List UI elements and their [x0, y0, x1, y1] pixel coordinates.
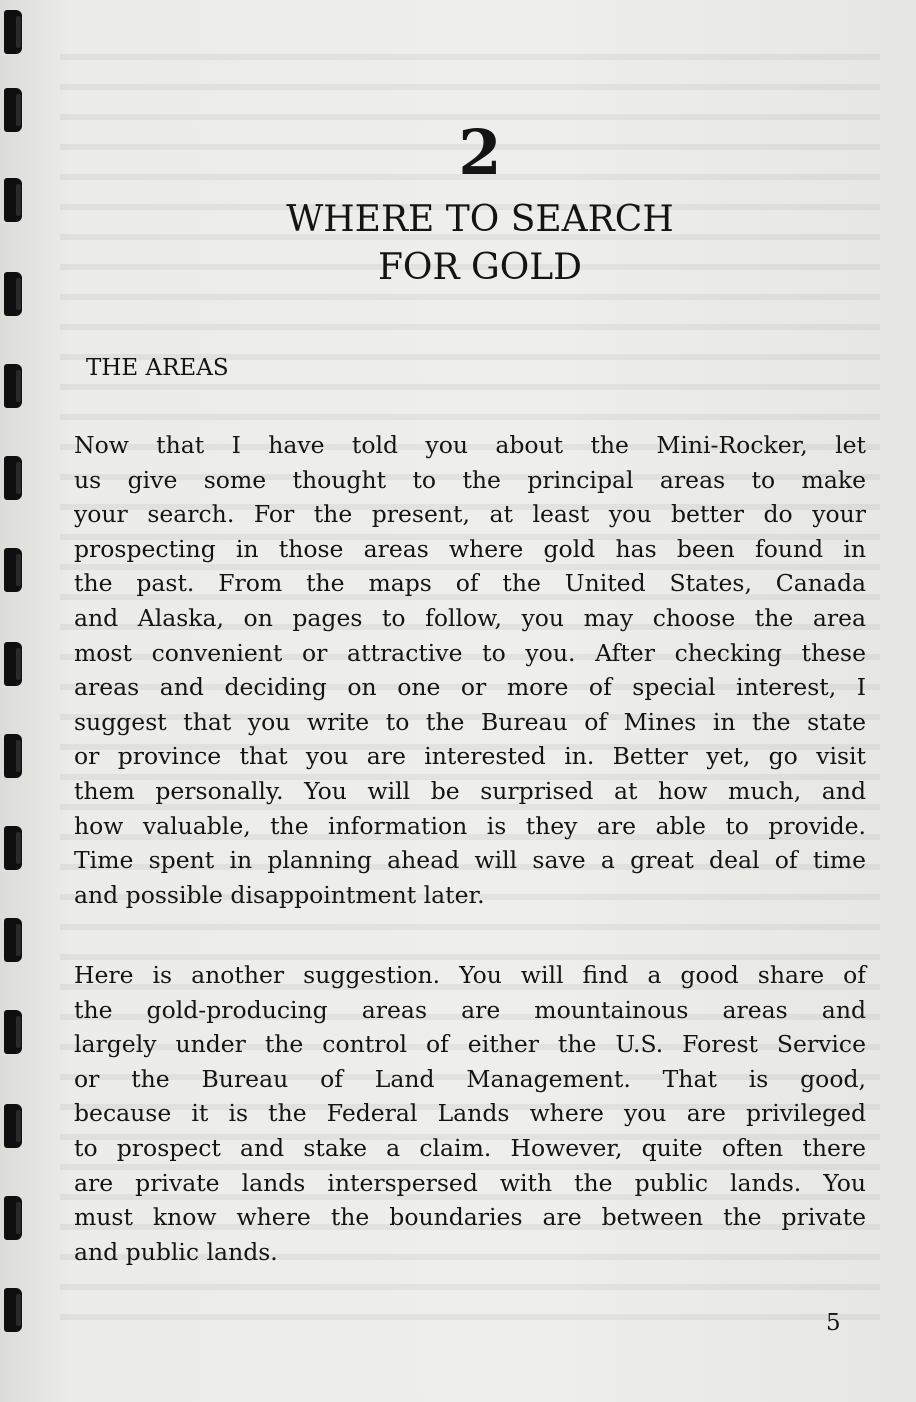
- text-line: Time spent in planning ahead will save a great deal of time: [74, 846, 866, 875]
- binding-coil: [4, 918, 22, 962]
- text-line: and possible disappointment later.: [74, 880, 485, 909]
- chapter-title-line: WHERE TO SEARCH: [286, 199, 674, 240]
- binding-coil: [4, 734, 22, 778]
- text-line: most convenient or attractive to you. After checking these: [74, 638, 866, 667]
- binding-coil: [4, 456, 22, 500]
- binding-coil: [4, 826, 22, 870]
- text-line: Now that I have told you about the Mini-Rocker, let: [74, 431, 866, 459]
- text-line: the past. From the maps of the United States, Canada: [74, 569, 866, 598]
- text-line: to prospect and stake a claim. However, quite often there: [74, 1133, 866, 1162]
- body-paragraph: [74, 428, 866, 912]
- text-line: prospecting in those areas where gold has been found in: [74, 534, 866, 563]
- binding-coil: [4, 1010, 22, 1054]
- text-line: how valuable, the information is they are able to provide.: [74, 811, 866, 840]
- section-heading: THE AREAS: [86, 355, 229, 381]
- text-line: us give some thought to the principal areas to make: [74, 465, 866, 494]
- text-line: suggest that you write to the Bureau of Mines in the state: [74, 707, 866, 736]
- chapter-title-line: FOR GOLD: [377, 247, 583, 288]
- chapter-number: 2: [458, 116, 502, 189]
- text-line: or province that you are interested in. Better yet, go visit: [74, 742, 866, 771]
- binding-coil: [4, 1196, 22, 1240]
- text-line: and Alaska, on pages to follow, you may choose the area: [74, 603, 866, 632]
- binding-coil: [4, 642, 22, 686]
- binding-coil: [4, 1104, 22, 1148]
- text-line: largely under the control of either the U.S. Forest Service: [74, 1030, 866, 1059]
- text-line: are private lands interspersed with the public lands. You: [74, 1168, 866, 1197]
- text-line: and public lands.: [74, 1237, 278, 1266]
- text-line: the gold-producing areas are mountainous areas and: [74, 995, 866, 1024]
- text-line: areas and deciding on one or more of special interest, I: [74, 673, 866, 702]
- text-line: must know where the boundaries are between the private: [74, 1203, 866, 1232]
- binding-coil: [4, 10, 22, 54]
- text-line: them personally. You will be surprised at how much, and: [74, 776, 866, 805]
- binding-coil: [4, 1288, 22, 1332]
- text-line: Here is another suggestion. You will find a good share of: [74, 961, 866, 989]
- binding-coil: [4, 548, 22, 592]
- body-paragraph: [74, 958, 866, 1269]
- text-line: your search. For the present, at least you better do your: [74, 500, 866, 529]
- chapter-title: [0, 196, 916, 292]
- text-line: or the Bureau of Land Management. That is good,: [74, 1064, 866, 1093]
- binding-coil: [4, 364, 22, 408]
- page-number: 5: [826, 1310, 841, 1336]
- text-line: because it is the Federal Lands where you are privileged: [74, 1099, 866, 1128]
